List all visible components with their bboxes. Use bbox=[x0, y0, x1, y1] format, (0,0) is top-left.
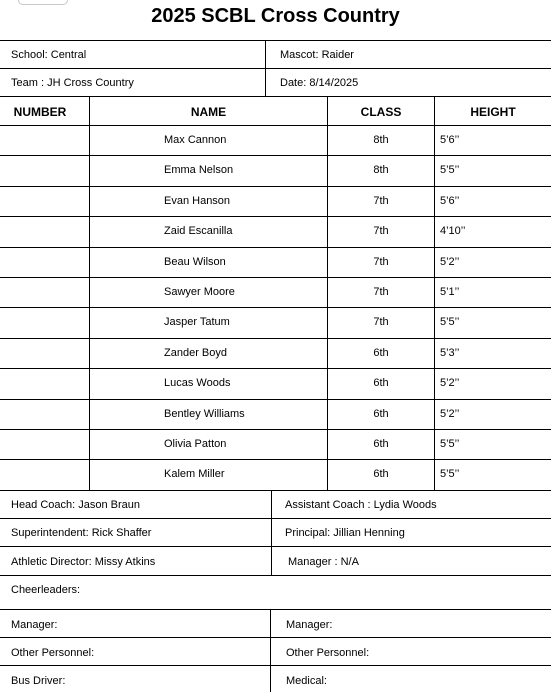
col-header-height: HEIGHT bbox=[470, 105, 516, 119]
rule bbox=[0, 637, 551, 638]
col-header-number: NUMBER bbox=[13, 105, 67, 119]
rule bbox=[0, 96, 551, 97]
table-row bbox=[0, 459, 551, 489]
height-cell: 5’5’’ bbox=[440, 438, 460, 450]
rule bbox=[0, 575, 551, 576]
divider bbox=[271, 490, 272, 575]
height-cell: 5’1’’ bbox=[440, 286, 460, 298]
page-title: 2025 SCBL Cross Country bbox=[151, 5, 400, 27]
name-cell: Beau Wilson bbox=[164, 255, 226, 268]
other-personnel-right-field: Other Personnel: bbox=[286, 647, 370, 659]
date-field: Date: 8/14/2025 bbox=[280, 77, 359, 89]
table-row bbox=[0, 338, 551, 368]
rule bbox=[0, 40, 551, 41]
class-cell: 8th bbox=[373, 134, 389, 146]
col-header-name: NAME bbox=[190, 105, 227, 119]
school-field: School: Central bbox=[11, 49, 87, 61]
rule bbox=[0, 546, 551, 547]
table-row bbox=[0, 216, 551, 246]
height-cell: 5’5’’ bbox=[440, 316, 460, 329]
table-row bbox=[0, 277, 551, 307]
table-row bbox=[0, 307, 551, 337]
col-header-class: CLASS bbox=[360, 105, 402, 119]
table-row bbox=[0, 125, 551, 155]
name-cell: Bentley Williams bbox=[164, 407, 245, 420]
manager-na-field: Manager : N/A bbox=[288, 556, 359, 568]
assistant-coach-field: Assistant Coach : Lydia Woods bbox=[285, 499, 437, 511]
rule bbox=[0, 68, 551, 69]
mascot-field: Mascot: Raider bbox=[280, 49, 354, 61]
team-field: Team : JH Cross Country bbox=[11, 77, 134, 89]
name-cell: Olivia Patton bbox=[164, 438, 227, 450]
table-row bbox=[0, 429, 551, 459]
table-row bbox=[0, 247, 551, 277]
name-cell: Emma Nelson bbox=[164, 164, 234, 177]
class-cell: 7th bbox=[373, 225, 389, 238]
table-row bbox=[0, 399, 551, 429]
height-cell: 5’2’’ bbox=[440, 407, 460, 420]
cheerleaders-field: Cheerleaders: bbox=[11, 584, 81, 596]
name-cell: Lucas Woods bbox=[164, 377, 231, 390]
bus-driver-field: Bus Driver: bbox=[11, 675, 66, 687]
class-cell: 6th bbox=[373, 346, 389, 359]
manager-right-field: Manager: bbox=[286, 619, 333, 631]
divider bbox=[270, 609, 271, 692]
athletic-director-field: Athletic Director: Missy Atkins bbox=[11, 556, 156, 568]
class-cell: 6th bbox=[373, 407, 389, 420]
head-coach-field: Head Coach: Jason Braun bbox=[11, 499, 141, 511]
manager-left-field: Manager: bbox=[11, 619, 58, 631]
rule bbox=[0, 609, 551, 610]
name-cell: Jasper Tatum bbox=[164, 316, 230, 329]
rule bbox=[0, 490, 551, 491]
rule bbox=[0, 665, 551, 666]
rule bbox=[0, 518, 551, 519]
height-cell: 5’5’’ bbox=[440, 468, 460, 481]
height-cell: 5’6’’ bbox=[440, 194, 460, 207]
name-cell: Max Cannon bbox=[164, 134, 227, 146]
height-cell: 5’3’’ bbox=[440, 346, 460, 359]
class-cell: 8th bbox=[373, 164, 389, 177]
height-cell: 5’2’’ bbox=[440, 255, 460, 268]
name-cell: Zander Boyd bbox=[164, 346, 227, 359]
principal-field: Principal: Jillian Henning bbox=[285, 527, 405, 539]
class-cell: 7th bbox=[373, 316, 389, 329]
other-personnel-left-field: Other Personnel: bbox=[11, 647, 95, 659]
name-cell: Zaid Escanilla bbox=[164, 225, 233, 238]
class-cell: 7th bbox=[373, 194, 389, 207]
name-cell: Evan Hanson bbox=[164, 194, 231, 207]
table-row bbox=[0, 368, 551, 398]
medical-field: Medical: bbox=[286, 675, 327, 687]
height-cell: 4’10’’ bbox=[440, 225, 466, 238]
class-cell: 7th bbox=[373, 286, 389, 298]
name-cell: Kalem Miller bbox=[164, 468, 225, 481]
class-cell: 6th bbox=[373, 377, 389, 390]
height-cell: 5’6’’ bbox=[440, 134, 460, 146]
table-row bbox=[0, 186, 551, 216]
superintendent-field: Superintendent: Rick Shaffer bbox=[11, 527, 152, 539]
name-cell: Sawyer Moore bbox=[164, 286, 235, 298]
height-cell: 5’5’’ bbox=[440, 164, 460, 177]
table-row bbox=[0, 155, 551, 185]
class-cell: 6th bbox=[373, 468, 389, 481]
class-cell: 7th bbox=[373, 255, 389, 268]
height-cell: 5’2’’ bbox=[440, 377, 460, 390]
class-cell: 6th bbox=[373, 438, 389, 450]
